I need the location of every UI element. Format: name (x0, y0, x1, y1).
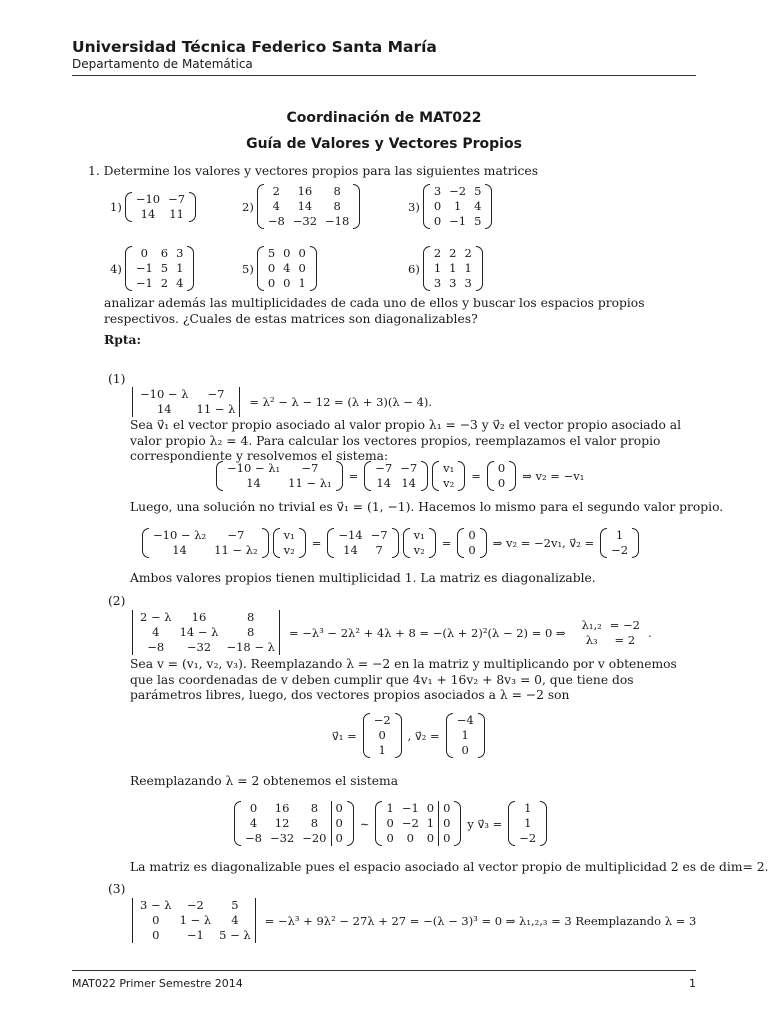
matrix-entry: 3 (176, 246, 184, 260)
matrix-entry: 4 (272, 199, 280, 213)
matrix-entry: 0 (433, 214, 442, 228)
matrix-entry: −14 (338, 528, 363, 542)
matrix-entry: 14 (156, 402, 172, 416)
right-parenthesis (540, 801, 547, 846)
solution-1-determinant (130, 387, 436, 417)
matrix-entry: 8 (333, 199, 341, 213)
page-number: 1 (689, 977, 696, 990)
right-parenthesis (429, 528, 436, 558)
left-parenthesis (142, 528, 149, 558)
matrix-entry: −10 − λ (140, 387, 189, 401)
matrix-3 (408, 184, 494, 229)
matrix-entry: 2 (464, 246, 472, 260)
matrix-entry: 2 (272, 184, 280, 198)
matrix-entry: 2 (449, 246, 457, 260)
matrix-entry: 0 (426, 831, 435, 845)
solution-1-paragraph: Sea v⃗₁ el vector propio asociado al valor propio λ₁ = −3 y v⃗₂ el vector propio asociado al valor propio λ₂ = 4. Para calcular los vectores propios, reemplazamos el valor propio correspondiente y resolvemos el sistema: (130, 418, 682, 464)
matrix-entry: 4 (152, 625, 160, 639)
eigenvalue-value: = −2 (609, 617, 640, 632)
matrix-entry: −1 (135, 276, 153, 290)
left-parenthesis (234, 801, 241, 846)
matrix-entry: 0 (298, 246, 306, 260)
matrix-entry: 3 − λ (140, 898, 172, 912)
matrix-entry: 1 (453, 199, 462, 213)
vector (432, 461, 465, 491)
matrix-entry: 14 − λ (179, 625, 219, 639)
left-parenthesis (364, 461, 371, 491)
matrix-entry: 1 (461, 728, 469, 742)
matrix-entry: −1 (186, 928, 204, 942)
matrix-entry: 0 (497, 476, 506, 490)
matrix-entry: 2 (433, 246, 442, 260)
matrix-entry: −1 (401, 801, 419, 815)
matrix-body (382, 801, 454, 846)
matrix (125, 192, 196, 222)
equivalence-sign: ∼ (359, 816, 370, 831)
matrix-entry: v₁ (413, 528, 425, 542)
period: . (647, 625, 652, 640)
matrix-entry: 4 (474, 199, 482, 213)
determinant (132, 898, 259, 943)
left-parenthesis (446, 713, 453, 758)
document-subtitle: Guía de Valores y Vectores Propios (246, 136, 522, 152)
left-parenthesis (423, 246, 430, 291)
matrix-body (371, 461, 421, 491)
answer-heading: Rpta: (104, 332, 142, 347)
matrix (257, 246, 317, 291)
matrix-entry: 0 (331, 831, 347, 846)
matrix-body (453, 713, 478, 758)
matrix (364, 461, 428, 491)
matrix-entry: 14 (376, 476, 392, 490)
characteristic-equation: = λ² − λ − 12 = (λ + 3)(λ − 4). (249, 395, 433, 409)
matrix-entry: 0 (426, 801, 435, 815)
matrix-entry: 8 (247, 610, 255, 624)
solution-1-conclusion: Ambos valores propios tienen multiplicidad 1. La matriz es diagonalizable. (130, 571, 596, 585)
matrix-label: 5) (242, 261, 254, 276)
matrix-5 (242, 246, 319, 291)
matrix-entry: 0 (378, 728, 386, 742)
matrix-entry: 2 (160, 276, 169, 290)
matrix-entry: 4 (249, 816, 258, 830)
matrix-entry: 0 (468, 543, 476, 557)
solution-1-label: (1) (108, 372, 126, 386)
university-name: Universidad Técnica Federico Santa María (72, 38, 437, 56)
right-parenthesis (189, 192, 196, 222)
matrix-entry: 11 − λ₁ (288, 476, 332, 490)
left-parenthesis (600, 528, 607, 558)
characteristic-equation: = −λ³ + 9λ² − 27λ + 27 = −(λ − 3)³ = 0 ⇒ λ₁,₂,₃ = 3 Reemplazando λ = 3 (264, 913, 697, 928)
matrix-entry: 6 (160, 246, 169, 260)
right-parenthesis (485, 184, 492, 229)
matrix-body (439, 461, 458, 491)
solution-1-system-1: −10 − λ₁ −7 14 11 − λ₁ = −7 −7 14 14 v₁ v₂ = 0 0 ⇒ v₂ = −v₁ (214, 461, 588, 491)
solution-2-label: (2) (108, 594, 126, 608)
matrix-entry: 8 (310, 816, 319, 830)
right-parenthesis (310, 246, 317, 291)
matrix-entry: −7 (227, 528, 245, 542)
solution-2-conclusion: La matriz es diagonalizable pues el espacio asociado al vector propio de multiplicidad 2 es de dim= 2. (130, 860, 768, 874)
matrix-entry: 0 (468, 528, 476, 542)
matrix-entry: 0 (249, 801, 258, 815)
vector-label: v⃗₁ = (332, 728, 357, 743)
matrix-entry: 0 (298, 261, 306, 275)
matrix-entry: v₁ (443, 461, 455, 475)
matrix-entry: 11 (169, 207, 184, 221)
matrix-body (264, 184, 354, 229)
matrix-entry: 8 (247, 625, 255, 639)
zero-vector (457, 528, 486, 558)
matrix-body (132, 192, 189, 222)
matrix-entry: 0 (331, 816, 347, 831)
matrix-entry: 0 (152, 913, 160, 927)
matrix-entry: v₂ (443, 476, 455, 490)
solution-1-line-2: Luego, una solución no trivial es v⃗₁ = (1, −1). Hacemos lo mismo para el segundo valor propio. (130, 500, 724, 514)
matrix-entry: 1 (426, 816, 435, 830)
matrix-entry: 0 (283, 276, 291, 290)
solution-2-eigenvectors (328, 713, 487, 758)
matrix (327, 528, 398, 558)
matrix-label: 1) (110, 200, 122, 214)
matrix-body (494, 461, 509, 491)
eigenvalue-value: = 2 (614, 632, 636, 647)
matrix-4 (110, 246, 196, 291)
matrix-entry: 0 (439, 831, 455, 846)
matrix-entry: −18 − λ (226, 640, 275, 654)
matrix-entry: 0 (140, 246, 148, 260)
matrix-1 (110, 192, 198, 222)
determinant (132, 610, 283, 655)
matrix-entry: 0 (406, 831, 414, 845)
matrix-entry: 0 (283, 246, 291, 260)
matrix-entry: 1 (378, 743, 386, 757)
matrix-entry: 0 (439, 801, 455, 816)
matrix-entry: 16 (297, 184, 313, 198)
matrix-entry: 0 (386, 831, 394, 845)
matrix-entry: 5 − λ (219, 928, 251, 942)
matrix-entry: −20 (302, 831, 327, 845)
matrix-body (607, 528, 632, 558)
left-parenthesis (125, 192, 132, 222)
matrix-body (136, 387, 239, 417)
right-parenthesis (353, 184, 360, 229)
matrix-entry: 0 (439, 816, 455, 831)
matrix-entry: 8 (333, 184, 341, 198)
solution-3-determinant (130, 898, 700, 943)
matrix-entry: 1 (298, 276, 306, 290)
matrix-entry: −7 (400, 461, 418, 475)
matrix-entry: −2 (373, 713, 391, 727)
eigenvector (600, 528, 639, 558)
right-parenthesis (299, 528, 306, 558)
solution-3-label: (3) (108, 882, 126, 896)
footer-rule (72, 970, 696, 971)
right-parenthesis (392, 528, 399, 558)
determinant-bar (255, 898, 259, 943)
matrix-entry: −7 (168, 192, 186, 206)
matrix-entry: −8 (147, 640, 165, 654)
matrix (125, 246, 195, 291)
left-parenthesis (432, 461, 439, 491)
matrix-entry: 4 (231, 913, 239, 927)
matrix-label: 6) (408, 261, 420, 276)
matrix-entry: v₂ (413, 543, 425, 557)
left-parenthesis (403, 528, 410, 558)
matrix (216, 461, 343, 491)
matrix-entry: 5 (160, 261, 169, 275)
right-parenthesis (476, 246, 483, 291)
matrix-entry: −7 (301, 461, 319, 475)
matrix-entry: −7 (375, 461, 393, 475)
left-parenthesis (457, 528, 464, 558)
determinant-bar (279, 610, 283, 655)
matrix-label: 4) (110, 261, 122, 276)
matrix-entry: −2 (519, 831, 537, 845)
augmented-matrix (234, 801, 354, 846)
matrix-entry: 1 (524, 801, 532, 815)
eigenvalue-label: λ₁,₂ (581, 617, 602, 632)
matrix-entry: −2 (401, 816, 419, 830)
matrix-entry: 5 (474, 184, 482, 198)
eigenvector (508, 801, 547, 846)
matrix-entry: 3 (433, 276, 442, 290)
matrix-entry: 4 (283, 261, 291, 275)
matrix-body (132, 246, 188, 291)
characteristic-equation: = −λ³ − 2λ² + 4λ + 8 = −(λ + 2)²(λ − 2) = 0 ⇒ (288, 625, 566, 640)
augmented-matrix (375, 801, 461, 846)
matrix-entry: 0 (433, 199, 442, 213)
eigenvalues (578, 618, 644, 648)
matrix-entry: 1 − λ (179, 913, 212, 927)
matrix-entry: −8 (267, 214, 285, 228)
matrix-entry: 0 (386, 816, 394, 830)
matrix-entry: −7 (370, 528, 388, 542)
matrix-entry: 0 (267, 276, 276, 290)
right-parenthesis (480, 528, 487, 558)
matrix-body (241, 801, 347, 846)
matrix-label: 3) (408, 199, 420, 214)
document-title: Coordinación de MAT022 (286, 110, 482, 126)
matrix-entry: 0 (497, 461, 506, 475)
problem-question: analizar además las multiplicidades de cada uno de ellos y buscar los espacios propios respectivos. ¿Cuales de estas matrices son diagonalizables? (104, 296, 645, 326)
matrix-entry: 14 (343, 543, 358, 557)
matrix-entry: 0 (152, 928, 160, 942)
left-parenthesis (363, 713, 370, 758)
matrix-body (464, 528, 479, 558)
right-parenthesis (632, 528, 639, 558)
matrix-entry: 1 (615, 528, 624, 542)
determinant-bar (239, 387, 243, 417)
matrix-entry: 0 (331, 801, 347, 816)
matrix-body (223, 461, 336, 491)
problem-intro: 1. Determine los valores y vectores propios para las siguientes matrices (88, 164, 539, 178)
matrix-2 (242, 184, 362, 229)
right-parenthesis (336, 461, 343, 491)
solution-2-augmented-system (232, 801, 549, 846)
matrix-entry: −32 (186, 640, 212, 654)
matrix-entry: 5 (231, 898, 239, 912)
matrix-entry: −32 (269, 831, 295, 845)
system-result: ⇒ v₂ = −2v₁, v⃗₂ = (492, 536, 595, 550)
matrix-entry: 3 (449, 276, 457, 290)
matrix-entry: −32 (292, 214, 318, 228)
matrix-6 (408, 246, 485, 291)
matrix-entry: 2 − λ (140, 610, 172, 624)
matrix-body (136, 610, 279, 655)
matrix-body (430, 184, 486, 229)
matrix (142, 528, 269, 558)
eigenvector (446, 713, 485, 758)
left-parenthesis (216, 461, 223, 491)
matrix-entry: 14 (172, 543, 187, 557)
right-parenthesis (262, 528, 269, 558)
matrix (423, 246, 483, 291)
left-parenthesis (508, 801, 515, 846)
matrix-entry: v₂ (283, 543, 295, 557)
matrix-entry: 1 (386, 801, 394, 815)
right-parenthesis (421, 461, 428, 491)
matrix-entry: 1 (524, 816, 532, 830)
matrix-entry: 11 − λ₂ (214, 543, 258, 557)
matrix-entry: −1 (449, 214, 467, 228)
matrix-entry: −10 − λ₂ (153, 528, 207, 542)
eigenvalue-label: λ₃ (585, 632, 598, 647)
left-parenthesis (257, 184, 264, 229)
matrix-entry: −4 (456, 713, 474, 727)
solution-2-paragraph: Sea v = (v₁, v₂, v₃). Reemplazando λ = −2 en la matriz y multiplicando por v obtenemos que las coordenadas de v deben cumplir que 4v₁ + 16v₂ + 8v₃ = 0, que tiene dos parámetros libres, luego, dos vectores propios asociados a λ = −2 son (130, 657, 677, 703)
matrix-entry: 1 (464, 261, 472, 275)
left-parenthesis (423, 184, 430, 229)
matrix-entry: 14 (297, 199, 313, 213)
matrix-entry: 0 (267, 261, 276, 275)
matrix-body (136, 898, 255, 943)
matrix-entry: −18 (325, 214, 350, 228)
department-name: Departamento de Matemática (72, 57, 253, 71)
system-result: ⇒ v₂ = −v₁ (522, 469, 585, 483)
matrix-label: 2) (242, 199, 254, 214)
matrix-body (410, 528, 429, 558)
matrix-entry: −7 (207, 387, 225, 401)
left-parenthesis (257, 246, 264, 291)
left-parenthesis (273, 528, 280, 558)
matrix-body (515, 801, 540, 846)
determinant (132, 387, 243, 417)
matrix-body (264, 246, 310, 291)
matrix-entry: 14 (140, 207, 156, 221)
matrix-entry: 5 (474, 214, 482, 228)
matrix-entry: −8 (245, 831, 262, 845)
matrix-entry: −2 (186, 898, 204, 912)
right-parenthesis (347, 801, 354, 846)
matrix-entry: 3 (433, 184, 442, 198)
matrix-entry: 0 (461, 743, 469, 757)
matrix-body (334, 528, 391, 558)
right-parenthesis (395, 713, 402, 758)
matrix-entry: 1 (433, 261, 442, 275)
solution-1-system-2: −10 − λ₂ −7 14 11 − λ₂ v₁ v₂ = −14 −7 14 7 v₁ v₂ = 0 0 ⇒ v₂ = −2v₁, v⃗₂ = 1 −2 (140, 528, 641, 558)
matrix-entry: −10 (135, 192, 161, 206)
left-parenthesis (487, 461, 494, 491)
vector-label: , v⃗₂ = (407, 728, 440, 743)
matrix-entry: 16 (191, 610, 207, 624)
right-parenthesis (187, 246, 194, 291)
matrix-entry: 5 (267, 246, 276, 260)
matrix-entry: −1 (135, 261, 153, 275)
footer-course: MAT022 Primer Semestre 2014 (72, 977, 243, 990)
matrix (423, 184, 493, 229)
right-parenthesis (509, 461, 516, 491)
matrix-entry: 4 (176, 276, 184, 290)
matrix-body (280, 528, 299, 558)
matrix-entry: 16 (274, 801, 290, 815)
matrix-entry: v₁ (283, 528, 295, 542)
matrix-body (430, 246, 476, 291)
matrix-entry: −2 (611, 543, 629, 557)
zero-vector (487, 461, 516, 491)
header-rule (72, 75, 696, 76)
matrix-entry: 1 (176, 261, 184, 275)
matrix-body (149, 528, 262, 558)
matrix-entry: −2 (449, 184, 467, 198)
matrix-entry: 12 (274, 816, 290, 830)
left-parenthesis (327, 528, 334, 558)
matrix-entry: 3 (464, 276, 472, 290)
matrix-entry: −10 − λ₁ (227, 461, 281, 475)
matrix-entry: 7 (375, 543, 383, 557)
right-parenthesis (478, 713, 485, 758)
matrix (257, 184, 361, 229)
right-parenthesis (454, 801, 461, 846)
eigenvector (363, 713, 402, 758)
matrix-entry: 14 (246, 476, 261, 490)
matrix-entry: 1 (449, 261, 457, 275)
left-parenthesis (125, 246, 132, 291)
matrix-body (370, 713, 395, 758)
matrix-entry: 14 (401, 476, 416, 490)
right-parenthesis (458, 461, 465, 491)
solution-2-determinant (130, 610, 656, 655)
solution-2-line-2: Reemplazando λ = 2 obtenemos el sistema (130, 774, 399, 788)
matrix-entry: 11 − λ (196, 402, 236, 416)
matrix-entry: 8 (310, 801, 319, 815)
left-parenthesis (375, 801, 382, 846)
vector-label: y v⃗₃ = (467, 816, 503, 831)
vector (403, 528, 436, 558)
vector (273, 528, 306, 558)
